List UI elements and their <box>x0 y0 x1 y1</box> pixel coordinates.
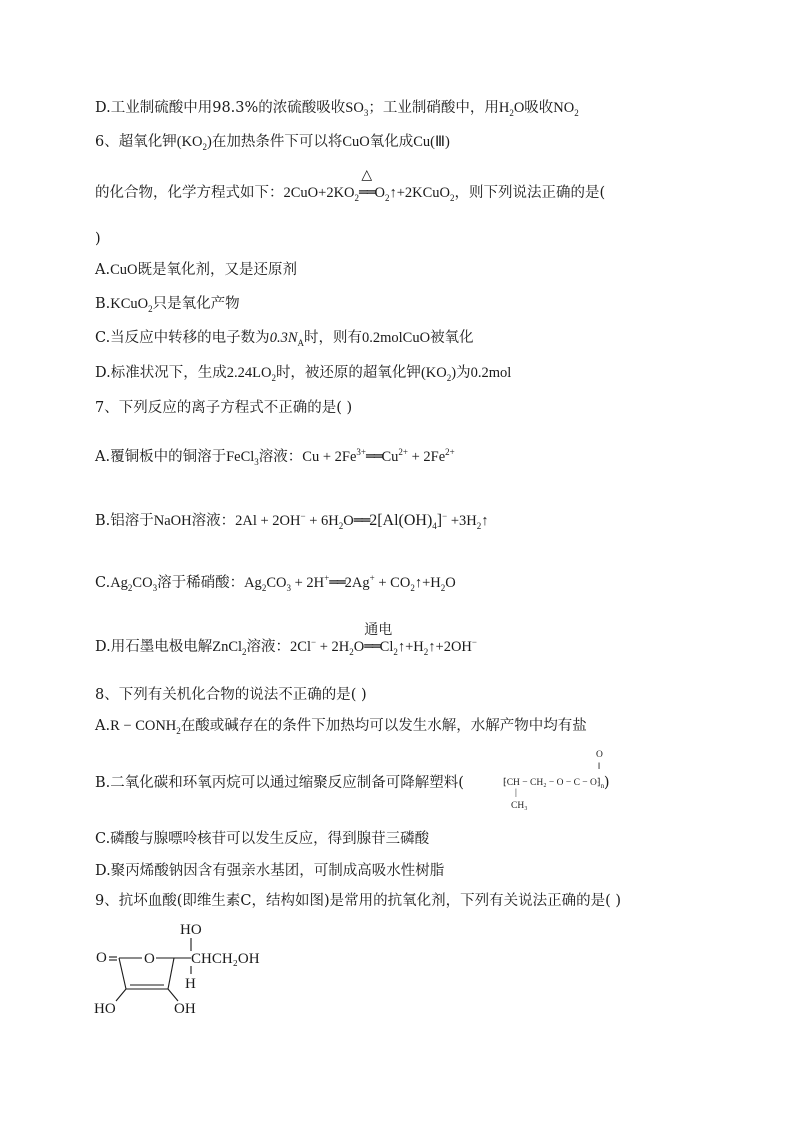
struct-side-chain: CHCH₂OH <box>191 951 260 967</box>
q7-stem: 7、下列反应的离子方程式不正确的是( ) <box>95 400 353 416</box>
q6-option-a: A.CuO既是氧化剂，又是还原剂 <box>95 262 297 278</box>
q7-a-equation: $Cu + 2Fe^{3+}══Cu^{2+} + 2Fe^{2+}$ <box>302 447 455 465</box>
polymer-repeat-unit: ⁅CH − $CH_2 - O - C - O⁆_n$ <box>503 778 605 790</box>
so3-formula: $SO_3$ <box>345 100 369 118</box>
struct-ring-o: O <box>144 951 155 967</box>
q5-d-text-3: 吸收 <box>524 100 554 116</box>
polymer-methyl: CH₃ <box>511 801 528 811</box>
struct-oh-bottom-right: OH <box>174 1001 196 1017</box>
q8-stem: 8、下列有关机化合物的说法不正确的是( ) <box>95 687 367 703</box>
no2-formula: $NO_2$ <box>553 100 579 118</box>
q5-option-d <box>95 98 579 118</box>
q7-c-equation: $Ag_2CO_3$ + 2H+══2Ag+ + $CO_2↑+H_2O$ <box>244 573 456 593</box>
ascorbic-acid-structure <box>90 915 280 1030</box>
q7-option-d: D.用石墨电极电解ZnCl$_2$溶液：$2Cl^- + 2H_2O$ 通电 $══Cl_2↑+H_2↑+2OH^-$ <box>95 622 477 657</box>
polymer-carbonyl-o: O <box>596 750 603 760</box>
electrolysis-arrow: 通电 ══ <box>364 622 393 655</box>
h2o-formula: $H_2O$ <box>498 100 525 118</box>
heat-arrow: △ ══ <box>359 168 375 201</box>
polymer-double-bond: ‖ <box>598 761 601 771</box>
q7-d-equation: $2Cl^- + 2H_2O$ 通电 $══Cl_2↑+H_2↑+2OH^-$ <box>290 622 477 657</box>
struct-carbonyl-o: O <box>96 950 107 966</box>
q9-stem: 9、抗坏血酸(即维生素C，结构如图)是常用的抗氧化剂，下列有关说法正确的是( ) <box>95 893 622 909</box>
q6-stem-line-3: ) <box>95 231 101 247</box>
polymer-branch-bond: | <box>515 788 517 798</box>
q7-option-c: $C.Ag_2CO_3$溶于稀硝酸：$Ag_2CO_3$ + 2H+══2Ag+ + $CO_2↑+H_2O$ <box>95 573 456 593</box>
q7-b-equation: $2Al + 2OH^- + 6H_2O══2[Al(OH)_4]^-$ $+3H_2↑$ <box>235 511 489 531</box>
q8-option-a: $A.R - CONH_2$在酸或碱存在的条件下加热均可以发生水解，水解产物中均有盐 <box>95 718 587 736</box>
q5-d-text-2: ；工业制硝酸中，用 <box>368 100 499 116</box>
q6-option-d: D.标准状况下，生成$2.24LO_2$时，被还原的超氧化钾$(KO_2)$为0.2mol <box>95 365 512 383</box>
q6-option-c: C.当反应中转移的电子数为$0.3N_A$时，则有0.2molCuO被氧化 <box>95 330 474 348</box>
q7-option-a: A.覆铜板中的铜溶于FeCl$_3$溶液：$Cu + 2Fe^{3+}══Cu^{2+} + 2Fe^{2+}$ <box>95 447 455 467</box>
q6-stem-line-2: 的化合物，化学方程式如下：$2CuO+2KO_2$ △ $══O_2↑+2KCuO_2$，则下列说法正确的是( <box>95 168 606 203</box>
struct-h: H <box>185 976 196 992</box>
q6-stem-line-1: 6、超氧化钾$(KO_2)$在加热条件下可以将CuO氧化成Cu(Ⅲ) <box>95 134 450 152</box>
q8-option-d: D.聚丙烯酸钠因含有强亲水基团，可制成高吸水性树脂 <box>95 863 445 879</box>
q8-option-c: C.磷酸与腺嘌呤核苷可以发生反应，得到腺苷三磷酸 <box>95 831 430 847</box>
q6-option-b: B.KCuO$_2$只是氧化产物 <box>95 296 240 314</box>
q6-equation: $2CuO+2KO_2$ △ $══O_2↑+2KCuO_2$ <box>283 168 455 203</box>
q5-d-text-1: D.工业制硫酸中用98.3%的浓硫酸吸收 <box>95 100 346 116</box>
struct-ho-top: HO <box>180 922 202 938</box>
q8-option-b: B.二氧化碳和环氧丙烷可以通过缩聚反应制备可降解塑料( ) <box>95 775 610 791</box>
q7-option-b: B.铝溶于NaOH溶液：$2Al + 2OH^- + 6H_2O══2[Al(OH)_4]^-$ $+3H_2↑$ <box>95 511 489 531</box>
struct-ho-bottom-left: HO <box>94 1001 116 1017</box>
